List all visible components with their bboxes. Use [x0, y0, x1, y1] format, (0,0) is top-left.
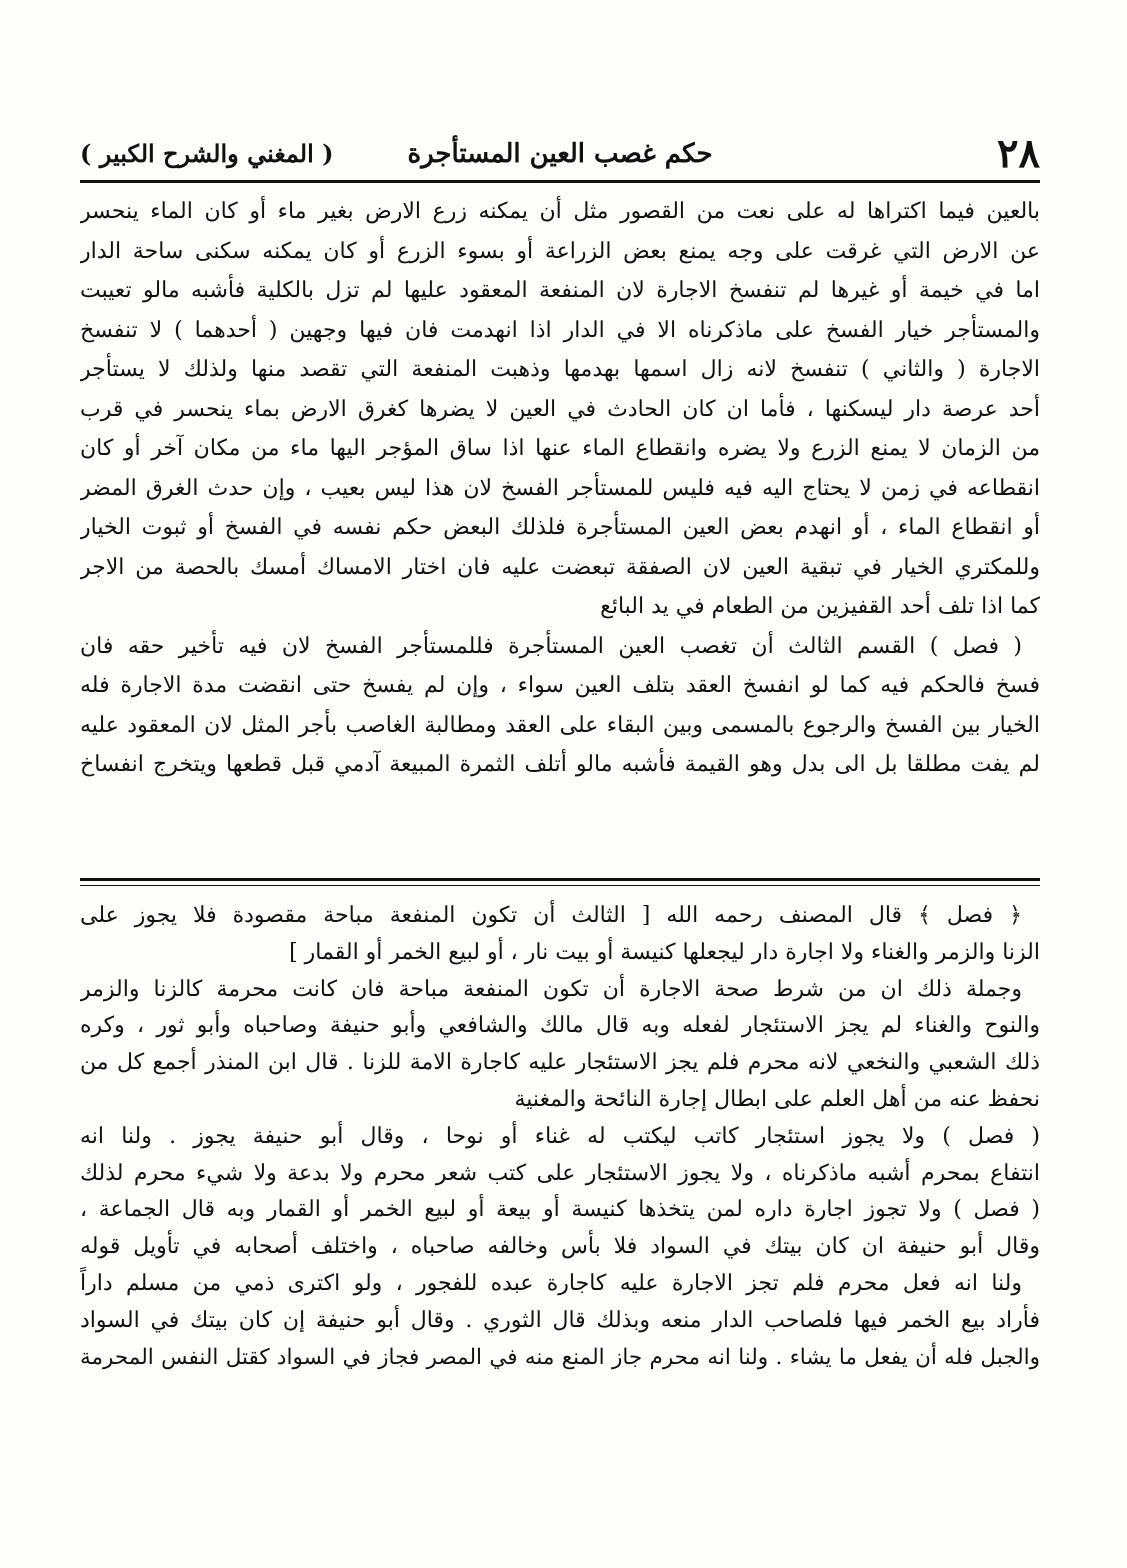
text-line: ﴿ فصل ﴾ قال المصنف رحمه الله [ الثالث أن تكون المنفعة مباحة مقصودة فلا يجوز على	[80, 903, 1022, 928]
text-line: نحفظ عنه من أهل العلم على ابطال إجارة النائحة والمغنية	[514, 1086, 1040, 1112]
text-line: اما في خيمة أو غيرها لم تنفسخ الاجارة لان المنفعة المعقود عليها لم تزل بالكلية فأشبه مالو تعيبت	[80, 278, 1040, 303]
text-line: انقطاعه في زمن لا يحتاج اليه فيه فليس للمستأجر الفسخ لان هذا ليس بعيب ، وإن حدث الغرق المضر	[80, 475, 1040, 501]
header-rule	[80, 180, 1040, 183]
text-line: بالعين فيما اكتراها له على نعت من القصور مثل أن يمكنه زرع الارض بغير ماء أو كان الماء ينحسر	[80, 199, 1040, 224]
text-line: أو انقطاع الماء ، أو انهدم بعض العين المستأجرة فلذلك البعض حكم نفسه في الفسخ أو ثبوت الخيار	[80, 515, 1040, 540]
text-line: ذلك الشعبي والنخعي لانه محرم فلم يجز الاستئجار عليه كاجارة الامة للزنا . قال ابن المنذر أجمع كل من	[80, 1050, 1040, 1076]
main-text-upper	[80, 192, 1040, 785]
text-line: والمستأجر خيار الفسخ على ماذكرناه الا في الدار اذا انهدمت فان فيها وجهين ( أحدهما ) لا تنفسخ	[80, 317, 1040, 343]
text-line: ( فصل ) القسم الثالث أن تغصب العين المستأجرة فللمستأجر الفسخ لان فيه تأخير حقه فان	[80, 633, 1022, 659]
text-line: والنوح والغناء لم يجز الاستئجار لفعله وبه قال مالك والشافعي وأبو حنيفة وصاحباه وأبو ثور ، وكره	[80, 1013, 1040, 1039]
text-line: ولنا انه فعل محرم فلم تجز الاجارة عليه كاجارة عبده للفجور ، ولو اكترى ذمي من مسلم داراً	[80, 1270, 1022, 1296]
text-line: وللمكتري الخيار في تبقية العين لان الصفقة تبعضت عليه فان اختار الامساك أمسك بالحصة من الاجر	[80, 554, 1040, 580]
text-line: ( فصل ) ولا يجوز استئجار كاتب ليكتب له غناء أو نوحا ، وقال أبو حنيفة يجوز . ولنا انه	[80, 1123, 1040, 1149]
page-header	[80, 128, 1040, 180]
text-line: الاجارة ( والثاني ) تنفسخ لانه زال اسمها بهدمها وذهبت المنفعة التي تقصد منها ولذلك لا يستأجر	[80, 357, 1040, 382]
text-line: كما اذا تلف أحد القفيزين من الطعام في يد البائع	[600, 594, 1040, 619]
separator-rule-thin	[80, 885, 1040, 886]
page-number: ٢٨	[997, 130, 1040, 177]
text-line: أحد عرصة دار ليسكنها ، فأما ان كان الحادث في العين لا يضرها كغرق الارض بماء ينحسر في قرب	[80, 396, 1040, 422]
text-line: والجبل فله أن يفعل ما يشاء . ولنا انه محرم جاز المنع منه في المصر فجاز في السواد كقتل النفس المحرمة	[80, 1344, 1040, 1370]
text-line: وقال أبو حنيفة ان كان بيتك في السواد فلا بأس وخالفه صاحباه ، واختلف أصحابه في تأويل قوله	[80, 1234, 1040, 1260]
text-line: فأراد بيع الخمر فيها فلصاحب الدار منعه وبذلك قال الثوري . وقال أبو حنيفة إن كان بيتك في السواد	[80, 1307, 1040, 1333]
text-line: فسخ فالحكم فيه كما لو انفسخ العقد بتلف العين سواء ، وإن لم يفسخ حتى انقضت مدة الاجارة فله	[80, 673, 1040, 698]
text-line: وجملة ذلك ان من شرط صحة الاجارة أن تكون المنفعة مباحة فان كانت محرمة كالزنا والزمر	[80, 976, 1022, 1002]
separator-rule	[80, 878, 1040, 881]
text-line: ( فصل ) ولا تجوز اجارة داره لمن يتخذها كنيسة أو بيعة أو لبيع الخمر أو القمار وبه قال الجماعة ،	[80, 1197, 1040, 1223]
book-title: ( المغني والشرح الكبير )	[80, 139, 334, 168]
text-line: عن الارض التي غرقت على وجه يمنع بعض الزراعة أو بسوء الزرع أو كان يمكنه سكنى ساحة الدار	[80, 238, 1040, 264]
text-line: لم يفت مطلقا بل الى بدل وهو القيمة فأشبه مالو أتلف الثمرة المبيعة آدمي قبل قطعها ويتخرج انفساخ	[80, 752, 1040, 777]
text-line: انتفاع بمحرم أشبه ماذكرناه ، ولا يجوز الاستئجار على كتب شعر محرم ولا بدعة ولا شيء محرم لذلك	[80, 1160, 1040, 1186]
text-line: من الزمان لا يمنع الزرع ولا يضره وانقطاع الماء عنها اذا ساق المؤجر اليها ماء من مكان آخر أو كان	[80, 436, 1040, 461]
main-text-lower	[80, 898, 1040, 1376]
text-line: الزنا والزمر والغناء ولا اجارة دار ليجعلها كنيسة أو بيت نار ، أو لبيع الخمر أو القمار ]	[289, 939, 1040, 965]
running-title: حكم غصب العين المستأجرة	[407, 139, 713, 169]
text-line: الخيار بين الفسخ والرجوع بالمسمى وبين البقاء على العقد ومطالبة الغاصب بأجر المثل لان المعقود عليه	[80, 712, 1040, 738]
